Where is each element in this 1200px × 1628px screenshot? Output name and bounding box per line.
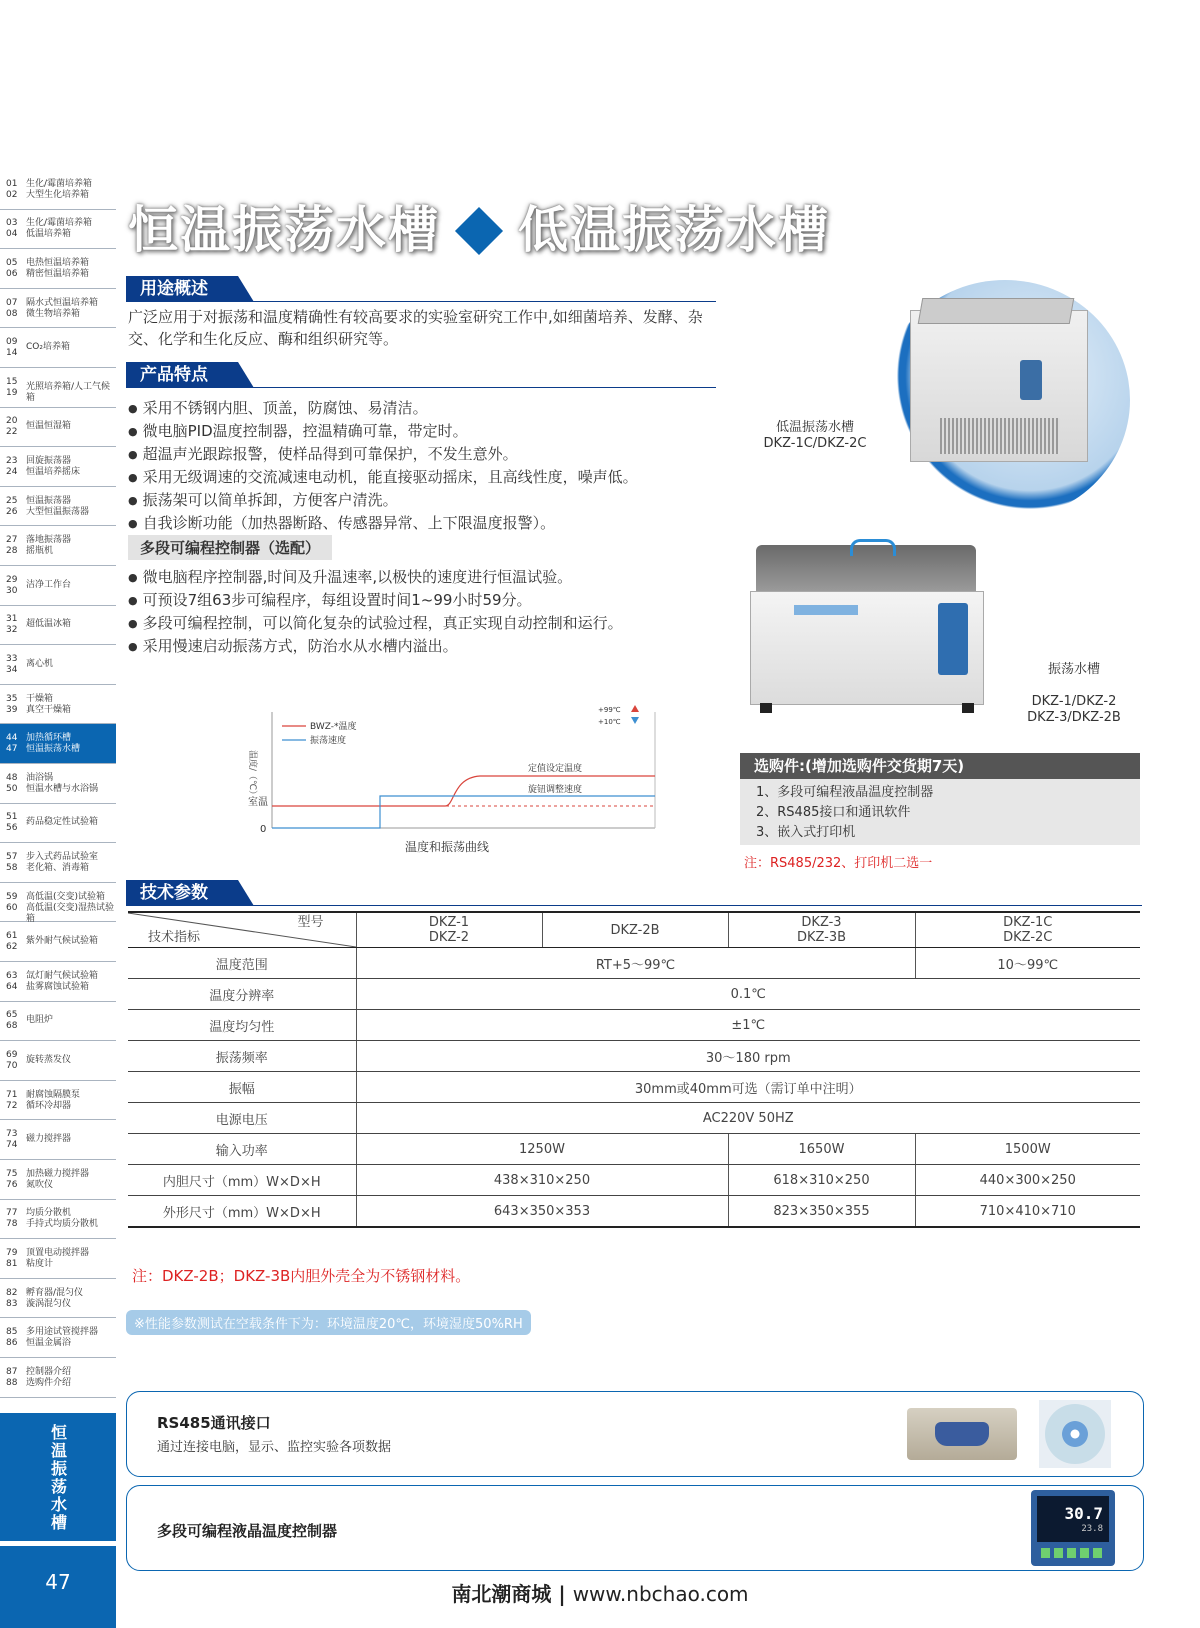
model-header: DKZ-1 DKZ-2	[356, 912, 542, 948]
controller-subheading: 多段可编程控制器（选配）	[128, 535, 332, 560]
chart-ytick-room: 室温	[248, 797, 268, 808]
sidebar-item-numbers: 59 60	[6, 891, 18, 913]
sidebar-item-numbers: 75 76	[6, 1168, 18, 1190]
sidebar-item-numbers: 27 28	[6, 535, 18, 557]
row-value: 440×300×250	[915, 1165, 1140, 1196]
sidebar-item[interactable]	[0, 289, 116, 329]
sidebar-item-label: 光照培养箱/人工气候箱	[26, 381, 111, 403]
low-temp-product-image	[880, 280, 1130, 520]
sidebar-item-numbers: 03 04	[6, 218, 18, 240]
footer-brand: 南北潮商城	[451, 1582, 552, 1606]
row-value: 1500W	[915, 1134, 1140, 1165]
sidebar-item-numbers: 79 81	[6, 1247, 18, 1269]
sidebar-item-label: 落地振荡器 摇瓶机	[26, 535, 72, 557]
rs485-desc: 通过连接电脑，显示、监控实验各项数据	[157, 1440, 392, 1455]
row-label: 内胆尺寸（mm）W×D×H	[128, 1165, 356, 1196]
sidebar-item-label: 控制器介绍 选购件介绍	[26, 1366, 72, 1388]
table-row	[128, 1103, 1140, 1134]
test-condition-note: ※性能参数测试在空载条件下为：环境温度20℃，环境湿度50%RH	[126, 1310, 531, 1335]
sidebar-item[interactable]	[0, 368, 116, 408]
sidebar-item-label: 旋转蒸发仪	[26, 1054, 72, 1065]
sidebar-item[interactable]	[0, 1160, 116, 1200]
sidebar-item-numbers: 20 22	[6, 416, 18, 438]
sidebar-item-numbers: 29 30	[6, 574, 18, 596]
sidebar-item-numbers: 25 26	[6, 495, 18, 517]
sidebar-item[interactable]	[0, 1358, 116, 1398]
feature-bullet: ● 微电脑PID温度控制器，控温精确可靠，带定时。	[128, 420, 728, 443]
option-item: 1、多段可编程液晶温度控制器	[756, 785, 934, 800]
specs-note: 注：DKZ-2B；DKZ-3B内胆外壳全为不锈钢材料。	[132, 1267, 471, 1285]
page-title	[128, 190, 830, 262]
specs-corner-cell	[128, 912, 356, 948]
sidebar-item-label: 步入式药品试验室 老化箱、消毒箱	[26, 851, 99, 873]
table-row	[128, 1072, 1140, 1103]
sidebar-item-numbers: 48 50	[6, 772, 18, 794]
feature-bullet: ● 采用慢速启动振荡方式，防治水从水槽内溢出。	[128, 635, 728, 658]
sidebar-item-numbers: 71 72	[6, 1089, 18, 1111]
chart-annot-10: +10℃	[598, 718, 621, 726]
row-value: 30～180 rpm	[356, 1041, 1140, 1072]
sidebar-item[interactable]	[0, 170, 116, 210]
sidebar-item[interactable]	[0, 1002, 116, 1042]
sidebar-item-numbers: 01 02	[6, 178, 18, 200]
table-row	[128, 1196, 1140, 1228]
sidebar-item[interactable]	[0, 645, 116, 685]
shake-model: DKZ-1/DKZ-2 DKZ-3/DKZ-2B	[1027, 694, 1121, 725]
sidebar-item-numbers: 07 08	[6, 297, 18, 319]
sidebar-item[interactable]	[0, 328, 116, 368]
sidebar-item-label: 生化/霉菌培养箱 大型生化培养箱	[26, 178, 93, 200]
model-header: DKZ-1C DKZ-2C	[915, 912, 1140, 948]
sidebar-item[interactable]	[0, 487, 116, 527]
sidebar-item-label: 紫外耐气候试验箱	[26, 936, 99, 947]
row-value: 618×310×250	[728, 1165, 915, 1196]
sidebar-item[interactable]	[0, 249, 116, 289]
row-label: 温度均匀性	[128, 1010, 356, 1041]
sidebar-item[interactable]	[0, 843, 116, 883]
page-number: 47	[45, 1570, 71, 1594]
legend-speed-label: 振荡速度	[310, 736, 347, 746]
series-speed-line	[272, 796, 655, 828]
sidebar-item-numbers: 05 06	[6, 257, 18, 279]
title-left: 恒温振荡水槽	[128, 201, 440, 259]
sidebar-item-numbers: 73 74	[6, 1129, 18, 1151]
table-row	[128, 1041, 1140, 1072]
sidebar-item-numbers: 69 70	[6, 1049, 18, 1071]
sidebar-item[interactable]	[0, 1120, 116, 1160]
chart-annot-setpoint: 定值设定温度	[528, 764, 583, 774]
sidebar-item[interactable]	[0, 922, 116, 962]
sidebar-item[interactable]	[0, 1041, 116, 1081]
table-row	[128, 979, 1140, 1010]
row-value: 643×350×353	[356, 1196, 728, 1228]
sidebar-item-label: 隔水式恒温培养箱 微生物培养箱	[26, 297, 99, 319]
title-right: 低温振荡水槽	[518, 201, 830, 259]
sidebar-item-label: 干燥箱 真空干燥箱	[26, 693, 72, 715]
sidebar-item-label: 洁净工作台	[26, 579, 72, 590]
lcd-controller-icon	[1031, 1490, 1115, 1566]
sidebar-item-numbers: 65 68	[6, 1010, 18, 1032]
sidebar-item-label: 磁力搅拌器	[26, 1134, 72, 1145]
sidebar-item-numbers: 51 56	[6, 812, 18, 834]
specs-section-header	[126, 880, 1142, 906]
feature-bullet: ● 振荡架可以简单拆卸，方便客户清洗。	[128, 489, 728, 512]
sidebar-item-label: 加热循环槽 恒温振荡水槽	[26, 733, 81, 755]
row-value: 438×310×250	[356, 1165, 728, 1196]
sidebar-item[interactable]	[0, 210, 116, 250]
controller-features-list	[128, 566, 728, 658]
feature-bullet: ● 超温声光跟踪报警，使样品得到可靠保护，不发生意外。	[128, 443, 728, 466]
sidebar-item-numbers: 33 34	[6, 653, 18, 675]
feature-bullet: ● 多段可编程控制，可以简化复杂的试验过程，真正实现自动控制和运行。	[128, 612, 728, 635]
controller-title: 多段可编程液晶温度控制器	[157, 1522, 338, 1540]
sidebar-item[interactable]	[0, 1279, 116, 1319]
row-label: 振幅	[128, 1072, 356, 1103]
row-label: 振荡频率	[128, 1041, 356, 1072]
table-row	[128, 948, 1140, 979]
row-value: 1250W	[356, 1134, 728, 1165]
sidebar-item-numbers: 85 86	[6, 1327, 18, 1349]
sidebar-item-numbers: 57 58	[6, 851, 18, 873]
sidebar-item-numbers: 15 19	[6, 376, 18, 398]
sidebar-item-label: 生化/霉菌培养箱 低温培养箱	[26, 218, 93, 240]
feature-bullet: ● 采用不锈钢内胆、顶盖，防腐蚀、易清洁。	[128, 397, 728, 420]
shake-caption	[1008, 646, 1140, 742]
sidebar-item[interactable]	[0, 724, 116, 764]
shake-product-image	[750, 545, 990, 715]
sidebar-item-numbers: 77 78	[6, 1208, 18, 1230]
row-label: 输入功率	[128, 1134, 356, 1165]
down-arrow-icon	[631, 717, 639, 724]
table-row	[128, 1010, 1140, 1041]
options-list	[740, 779, 1140, 845]
lcd-sub-value: 23.8	[1081, 1524, 1103, 1534]
temperature-shake-chart	[240, 700, 660, 862]
sidebar-item-label: 顶置电动搅拌器 粘度计	[26, 1247, 90, 1269]
sidebar-item[interactable]	[0, 804, 116, 844]
sidebar-item[interactable]	[0, 408, 116, 448]
chart-ylabel: 温度/（℃）	[247, 750, 257, 800]
feature-bullet: ● 可预设7组63步可编程序，每组设置时间1~99小时59分。	[128, 589, 728, 612]
chart-annot-speed: 旋钮调整速度	[528, 785, 583, 795]
option-item: 2、RS485接口和通讯软件	[756, 805, 911, 820]
sidebar-item-label: 超低温冰箱	[26, 619, 72, 630]
diamond-icon	[455, 206, 503, 254]
sidebar-item-label: 电热恒温培养箱 精密恒温培养箱	[26, 257, 90, 279]
options-note: 注：RS485/232、打印机二选一	[744, 856, 933, 871]
low-temp-name: 低温振荡水槽	[775, 420, 854, 435]
sidebar-item[interactable]	[0, 566, 116, 606]
sidebar-item-label: 离心机	[26, 658, 54, 669]
sidebar-category-label: 恒温振荡水槽	[50, 1423, 67, 1532]
row-value: AC220V 50HZ	[356, 1103, 1140, 1134]
sidebar-item-numbers: 61 62	[6, 931, 18, 953]
sidebar-item-label: 电阻炉	[26, 1015, 54, 1026]
sidebar-item[interactable]	[0, 526, 116, 566]
sidebar-item-label: 耐腐蚀隔膜泵 循环冷却器	[26, 1089, 81, 1111]
row-value: 1650W	[728, 1134, 915, 1165]
chart-title: 温度和振荡曲线	[405, 840, 490, 854]
row-label: 温度范围	[128, 948, 356, 979]
header-model: 型号	[297, 915, 324, 930]
usage-text: 广泛应用于对振荡和温度精确性有较高要求的实验室研究工作中,如细菌培养、发酵、杂交、化学和生化反应、酶和组织研究等。	[128, 308, 703, 348]
specs-table	[128, 911, 1140, 1228]
row-value: 0.1℃	[356, 979, 1140, 1010]
sidebar-item-numbers: 31 32	[6, 614, 18, 636]
cd-disc-icon	[1039, 1400, 1111, 1468]
model-header: DKZ-2B	[542, 912, 728, 948]
sidebar-item-label: 药品稳定性试验箱	[26, 817, 99, 828]
low-temp-caption	[740, 420, 890, 452]
sidebar-item-label: 恒温振荡器 大型恒温振荡器	[26, 495, 90, 517]
row-label: 温度分辨率	[128, 979, 356, 1010]
table-row	[128, 1165, 1140, 1196]
feature-bullet: ● 自我诊断功能（加热器断路、传感器异常、上下限温度报警）。	[128, 512, 728, 535]
specs-heading: 技术参数	[126, 880, 238, 906]
sidebar-item-label: 氙灯耐气候试验箱 盐雾腐蚀试验箱	[26, 970, 99, 992]
feature-bullet: ● 微电脑程序控制器,时间及升温速率,以极快的速度进行恒温试验。	[128, 566, 728, 589]
sidebar-item[interactable]	[0, 1239, 116, 1279]
features-heading: 产品特点	[126, 362, 238, 388]
footer-url: www.nbchao.com	[572, 1582, 749, 1606]
option-item: 3、嵌入式打印机	[756, 825, 856, 840]
row-value: ±1℃	[356, 1010, 1140, 1041]
chart-ytick-zero: 0	[260, 824, 267, 835]
sidebar-item-label: 回旋振荡器 恒温培养摇床	[26, 455, 81, 477]
row-label: 电源电压	[128, 1103, 356, 1134]
sidebar-item[interactable]	[0, 685, 116, 725]
row-label: 外形尺寸（mm）W×D×H	[128, 1196, 356, 1228]
sidebar-item[interactable]	[0, 447, 116, 487]
sidebar-item[interactable]	[0, 1318, 116, 1358]
footer-separator: |	[558, 1582, 566, 1606]
rs485-feature-box	[126, 1391, 1144, 1477]
sidebar-item[interactable]	[0, 1081, 116, 1121]
shake-name: 振荡水槽	[1047, 662, 1100, 677]
sidebar-item-label: 多用途试管搅拌器 恒温金属浴	[26, 1327, 99, 1349]
sidebar-item[interactable]	[0, 962, 116, 1002]
sidebar-item-label: 均质分散机 手持式均质分散机	[26, 1208, 99, 1230]
features-list	[128, 397, 728, 535]
sidebar-item-numbers: 23 24	[6, 455, 18, 477]
sidebar-item-label: CO₂培养箱	[26, 342, 70, 353]
row-value: 10～99℃	[915, 948, 1140, 979]
sidebar-item-numbers: 82 83	[6, 1287, 18, 1309]
sidebar-item-label: 加热磁力搅拌器 氮吹仪	[26, 1168, 90, 1190]
sidebar-item-label: 高低温(交变)试验箱 高低温(交变)湿热试验箱	[26, 891, 115, 924]
sidebar-item-label: 恒温恒湿箱	[26, 421, 72, 432]
sidebar-item[interactable]	[0, 1200, 116, 1240]
header-index: 技术指标	[148, 930, 201, 945]
sidebar-item[interactable]	[0, 764, 116, 804]
features-section-header	[126, 362, 716, 388]
sidebar-item-label: 孵育器/混匀仪 漩涡混匀仪	[26, 1287, 84, 1309]
sidebar-item-label: 油浴锅 恒温水槽与水浴锅	[26, 772, 99, 794]
lcd-value: 30.7	[1064, 1504, 1103, 1523]
sidebar-item-numbers: 63 64	[6, 970, 18, 992]
row-value: 30mm或40mm可选（需订单中注明）	[356, 1072, 1140, 1103]
sidebar-item-numbers: 87 88	[6, 1366, 18, 1388]
series-temp-line	[272, 776, 655, 806]
table-row	[128, 1134, 1140, 1165]
row-value: RT+5～99℃	[356, 948, 915, 979]
up-arrow-icon	[631, 705, 639, 712]
feature-bullet: ● 采用无级调速的交流减速电动机，能直接驱动摇床，且高线性度，噪声低。	[128, 466, 728, 489]
options-heading: 选购件:(增加选购件交货期7天)	[740, 753, 1140, 779]
sidebar-item[interactable]	[0, 883, 116, 923]
sidebar-item[interactable]	[0, 606, 116, 646]
db9-connector-icon	[907, 1408, 1017, 1460]
row-value: 823×350×355	[728, 1196, 915, 1228]
sidebar-item-numbers: 44 47	[6, 733, 18, 755]
sidebar-item-numbers: 35 39	[6, 693, 18, 715]
model-header: DKZ-3 DKZ-3B	[728, 912, 915, 948]
rs485-title: RS485通讯接口	[157, 1414, 271, 1432]
sidebar-item-numbers: 09 14	[6, 337, 18, 359]
row-value: 710×410×710	[915, 1196, 1140, 1228]
usage-heading: 用途概述	[126, 276, 238, 302]
legend-temp-label: BWZ-*温度	[310, 722, 357, 732]
chart-annot-99: +99℃	[598, 706, 621, 714]
low-temp-model: DKZ-1C/DKZ-2C	[763, 436, 867, 451]
controller-feature-box	[126, 1485, 1144, 1571]
specs-header-row	[128, 912, 1140, 948]
usage-section-header	[126, 276, 716, 302]
footer	[0, 1578, 1200, 1607]
